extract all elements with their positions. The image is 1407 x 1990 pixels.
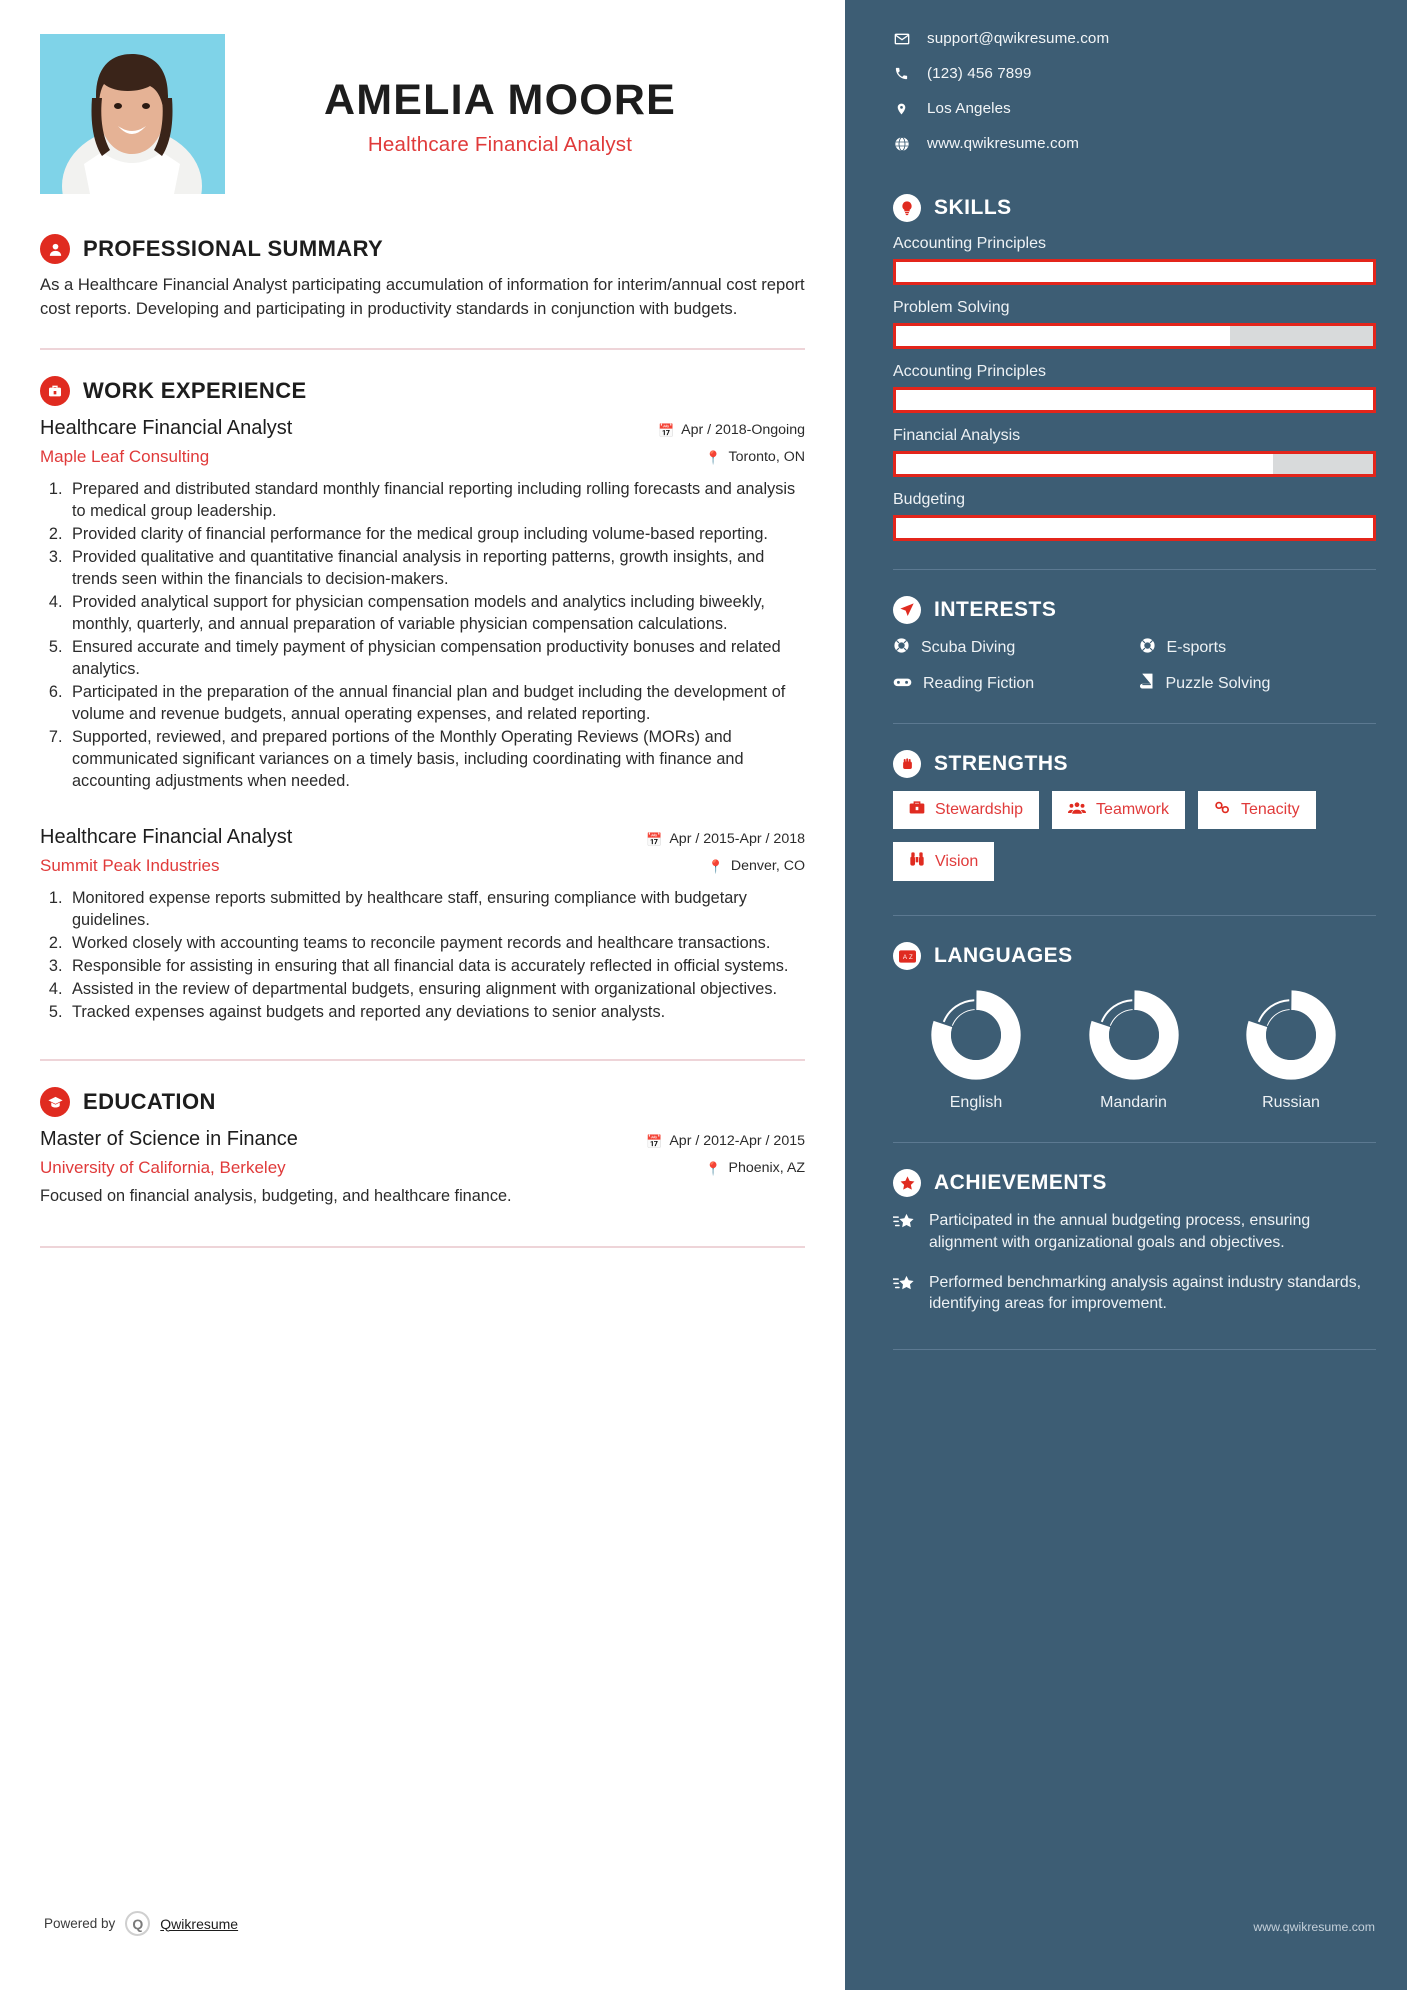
interest-item xyxy=(893,637,1131,659)
shooting-star-icon xyxy=(893,1272,915,1316)
job-dates: Apr / 2015-Apr / 2018 xyxy=(669,831,805,848)
job-meta xyxy=(590,415,805,465)
graduation-cap-icon xyxy=(40,1087,70,1117)
interest-label: Reading Fiction xyxy=(923,675,1035,692)
contact-list xyxy=(893,30,1376,152)
interest-label: E-sports xyxy=(1166,639,1227,656)
location-pin-icon: 📍 xyxy=(705,449,722,465)
divider xyxy=(893,1142,1376,1143)
section-heading xyxy=(40,376,805,406)
powered-by-label: Powered by xyxy=(44,1916,116,1931)
education-meta xyxy=(590,1126,805,1176)
job-location: Toronto, ON xyxy=(728,449,805,466)
achievement-text: Participated in the annual budgeting process, ensuring alignment with organizational goals and objectives. xyxy=(929,1212,1311,1251)
section-title: WORK EXPERIENCE xyxy=(83,378,307,404)
paper-plane-icon xyxy=(893,596,921,624)
location-pin-icon: 📍 xyxy=(707,858,724,874)
donut-chart-english xyxy=(930,989,1022,1081)
skill-progress-fill xyxy=(896,518,1373,538)
education-description: Focused on financial analysis, budgeting, and healthcare finance. xyxy=(40,1187,512,1206)
strength-label: Vision xyxy=(935,852,979,870)
skill-progress-fill xyxy=(896,262,1373,282)
list-item: 4. Assisted in the review of departmental budgets, ensuring alignment with organizational objectives. xyxy=(67,978,805,1000)
skill-progress-fill xyxy=(896,454,1273,474)
job-header xyxy=(40,415,805,467)
skill-label: Accounting Principles xyxy=(893,363,1046,380)
section-title: PROFESSIONAL SUMMARY xyxy=(83,236,384,261)
divider xyxy=(893,723,1376,724)
strength-chip xyxy=(893,791,1039,829)
lifebuoy-icon xyxy=(893,637,910,659)
job-meta xyxy=(590,824,805,874)
job-company: Maple Leaf Consulting xyxy=(40,447,210,467)
section-interests xyxy=(893,596,1376,695)
shooting-star-icon xyxy=(893,1210,915,1254)
section-title: LANGUAGES xyxy=(934,944,1073,967)
section-professional-summary xyxy=(40,234,805,320)
skill-progress-bar xyxy=(893,323,1376,349)
contact-email: support@qwikresume.com xyxy=(927,30,1110,47)
interest-list xyxy=(893,637,1376,695)
language-label: Mandarin xyxy=(1100,1094,1167,1111)
divider xyxy=(40,348,805,350)
achievement-item xyxy=(893,1210,1376,1254)
language-item xyxy=(1059,989,1209,1112)
svg-text:Z: Z xyxy=(908,953,913,961)
section-title: SKILLS xyxy=(934,196,1012,219)
job-role-subtitle: Healthcare Financial Analyst xyxy=(367,133,633,157)
interest-item xyxy=(1139,673,1377,695)
section-skills xyxy=(893,194,1376,541)
interest-label: Scuba Diving xyxy=(921,639,1016,656)
user-icon xyxy=(40,234,70,264)
skill-item xyxy=(893,427,1376,477)
people-icon xyxy=(1068,800,1086,820)
fist-icon xyxy=(893,750,921,778)
divider xyxy=(893,915,1376,916)
list-item: 3. Responsible for assisting in ensuring that all financial data is accurately reflected in official systems. xyxy=(67,955,805,977)
contact-item-website[interactable] xyxy=(893,135,1376,152)
contact-website: www.qwikresume.com xyxy=(927,135,1080,152)
job-entry xyxy=(40,415,805,792)
avatar xyxy=(40,34,225,194)
skill-label: Financial Analysis xyxy=(893,427,1021,444)
section-education xyxy=(40,1087,805,1206)
language-item xyxy=(1216,989,1366,1112)
strength-chip xyxy=(893,842,994,881)
job-header xyxy=(40,824,805,876)
section-achievements xyxy=(893,1169,1376,1315)
list-item: 6. Participated in the preparation of the annual financial plan and budget including the development of volume and revenue budgets, annual operating expenses, and related reporting. xyxy=(67,681,805,725)
contact-phone: (123) 456 7899 xyxy=(927,65,1032,82)
interest-item xyxy=(1139,637,1377,659)
section-heading xyxy=(893,942,1376,970)
education-entry xyxy=(40,1126,805,1178)
skill-label: Accounting Principles xyxy=(893,235,1046,252)
section-title: EDUCATION xyxy=(83,1089,216,1115)
language-list xyxy=(893,983,1376,1112)
envelope-icon xyxy=(893,31,910,47)
list-item: 3. Provided qualitative and quantitative financial analysis in reporting patterns, growth insights, and trends seen within the financials to decision-makers. xyxy=(67,546,805,590)
skill-item xyxy=(893,235,1376,285)
skill-label: Budgeting xyxy=(893,491,966,508)
strength-label: Tenacity xyxy=(1240,801,1300,818)
skill-label: Problem Solving xyxy=(893,299,1010,316)
resume-header xyxy=(40,34,805,194)
book-icon xyxy=(1139,673,1155,695)
lifebuoy-icon xyxy=(1139,637,1156,659)
section-heading xyxy=(893,750,1376,778)
job-location: Denver, CO xyxy=(730,858,805,875)
skill-progress-bar xyxy=(893,387,1376,413)
skill-item xyxy=(893,363,1376,413)
page-title: AMELIA MOORE xyxy=(323,76,677,124)
divider xyxy=(893,1349,1376,1350)
divider xyxy=(40,1246,805,1248)
section-work-experience xyxy=(40,376,805,1023)
job-bullet-list xyxy=(67,478,805,792)
skill-progress-bar xyxy=(893,515,1376,541)
globe-icon xyxy=(893,136,910,152)
list-item: 4. Provided analytical support for physician compensation models and analytics including biweekly, monthly, quarterly, and annual preparation of variable physician compensation calculations. xyxy=(67,591,805,635)
contact-item-location xyxy=(893,100,1376,117)
svg-text:A: A xyxy=(902,953,907,961)
briefcase-icon xyxy=(909,800,925,820)
phone-icon xyxy=(893,66,910,81)
divider xyxy=(40,1059,805,1061)
interest-label: Puzzle Solving xyxy=(1165,675,1271,692)
donut-chart-russian xyxy=(1245,989,1337,1081)
skill-item xyxy=(893,491,1376,541)
strength-label: Teamwork xyxy=(1096,801,1169,818)
strength-chip xyxy=(1052,791,1185,829)
profile-photo-icon xyxy=(40,34,225,194)
gamepad-icon xyxy=(893,675,912,694)
contact-item-phone[interactable] xyxy=(893,65,1376,82)
divider xyxy=(893,569,1376,570)
strength-label: Stewardship xyxy=(935,801,1024,818)
education-dates: Apr / 2012-Apr / 2015 xyxy=(669,1133,805,1150)
section-strengths xyxy=(893,750,1376,881)
list-item: 5. Tracked expenses against budgets and reported any deviations to senior analysts. xyxy=(67,1001,805,1023)
degree-title: Master of Science in Finance xyxy=(40,1128,298,1151)
achievement-item xyxy=(893,1272,1376,1316)
skill-item xyxy=(893,299,1376,349)
list-item: 1. Monitored expense reports submitted by healthcare staff, ensuring compliance with budgetary guidelines. xyxy=(67,887,805,931)
language-item xyxy=(901,989,1051,1112)
school-name: University of California, Berkeley xyxy=(40,1158,286,1178)
achievement-text: Performed benchmarking analysis against industry standards, identifying areas for improvement. xyxy=(929,1273,1362,1313)
list-item: 5. Ensured accurate and timely payment of physician compensation productivity bonuses and related analytics. xyxy=(67,636,805,680)
footer-branding xyxy=(44,1911,238,1936)
section-heading xyxy=(893,194,1376,222)
contact-location: Los Angeles xyxy=(927,100,1011,117)
star-badge-icon xyxy=(893,1169,921,1197)
list-item: 2. Provided clarity of financial performance for the medical group including volume-based reporting. xyxy=(67,523,805,545)
section-languages xyxy=(893,942,1376,1112)
job-entry xyxy=(40,824,805,1023)
binoculars-icon xyxy=(909,851,925,872)
skill-progress-bar xyxy=(893,451,1376,477)
calendar-icon: 📅 xyxy=(646,1133,663,1149)
sidebar xyxy=(845,0,1407,1990)
qwikresume-link[interactable]: Qwikresume xyxy=(160,1915,239,1932)
strength-chip xyxy=(1198,791,1316,829)
skill-progress-fill xyxy=(896,390,1373,410)
language-card-icon xyxy=(893,942,921,970)
list-item: 7. Supported, reviewed, and prepared portions of the Monthly Operating Reviews (MORs) and communicated significant variances on a timely basis, including coordinating with finance and accounting adjustments when needed. xyxy=(67,726,805,792)
summary-text: As a Healthcare Financial Analyst participating accumulation of information for interim/annual cost report cost reports. Developing and participating in productivity standards in conjunction with budgets. xyxy=(40,275,805,318)
job-title: Healthcare Financial Analyst xyxy=(40,826,293,849)
briefcase-icon xyxy=(40,376,70,406)
list-item: 2. Worked closely with accounting teams to reconcile payment records and healthcare transactions. xyxy=(67,932,805,954)
qwikresume-logo-icon: Q xyxy=(125,1911,150,1936)
section-heading xyxy=(893,1169,1376,1197)
name-block xyxy=(225,34,805,157)
calendar-icon: 📅 xyxy=(646,831,663,847)
section-title: INTERESTS xyxy=(934,598,1057,621)
job-dates: Apr / 2018-Ongoing xyxy=(681,422,805,439)
section-heading xyxy=(40,1087,805,1117)
donut-chart-mandarin xyxy=(1088,989,1180,1081)
link-icon xyxy=(1214,800,1231,820)
calendar-icon: 📅 xyxy=(657,422,675,438)
strength-list xyxy=(893,791,1376,881)
location-pin-icon: 📍 xyxy=(705,1160,722,1176)
section-title: STRENGTHS xyxy=(934,752,1069,775)
section-title: ACHIEVEMENTS xyxy=(934,1171,1107,1194)
job-title: Healthcare Financial Analyst xyxy=(40,417,293,440)
skill-progress-bar xyxy=(893,259,1376,285)
education-location: Phoenix, AZ xyxy=(728,1160,805,1177)
language-label: English xyxy=(949,1094,1003,1111)
skill-progress-fill xyxy=(896,326,1230,346)
sidebar-footer-site: www.qwikresume.com xyxy=(1253,1920,1375,1934)
interest-item xyxy=(893,673,1131,695)
location-pin-icon xyxy=(893,101,910,117)
lightbulb-icon xyxy=(893,194,921,222)
section-heading xyxy=(893,596,1376,624)
job-bullet-list xyxy=(67,887,805,1023)
job-company: Summit Peak Industries xyxy=(40,856,220,876)
section-heading xyxy=(40,234,805,264)
contact-item-email[interactable] xyxy=(893,30,1376,47)
language-label: Russian xyxy=(1262,1094,1320,1111)
list-item: 1. Prepared and distributed standard monthly financial reporting including rolling forecasts and analysis to medical group leadership. xyxy=(67,478,805,522)
